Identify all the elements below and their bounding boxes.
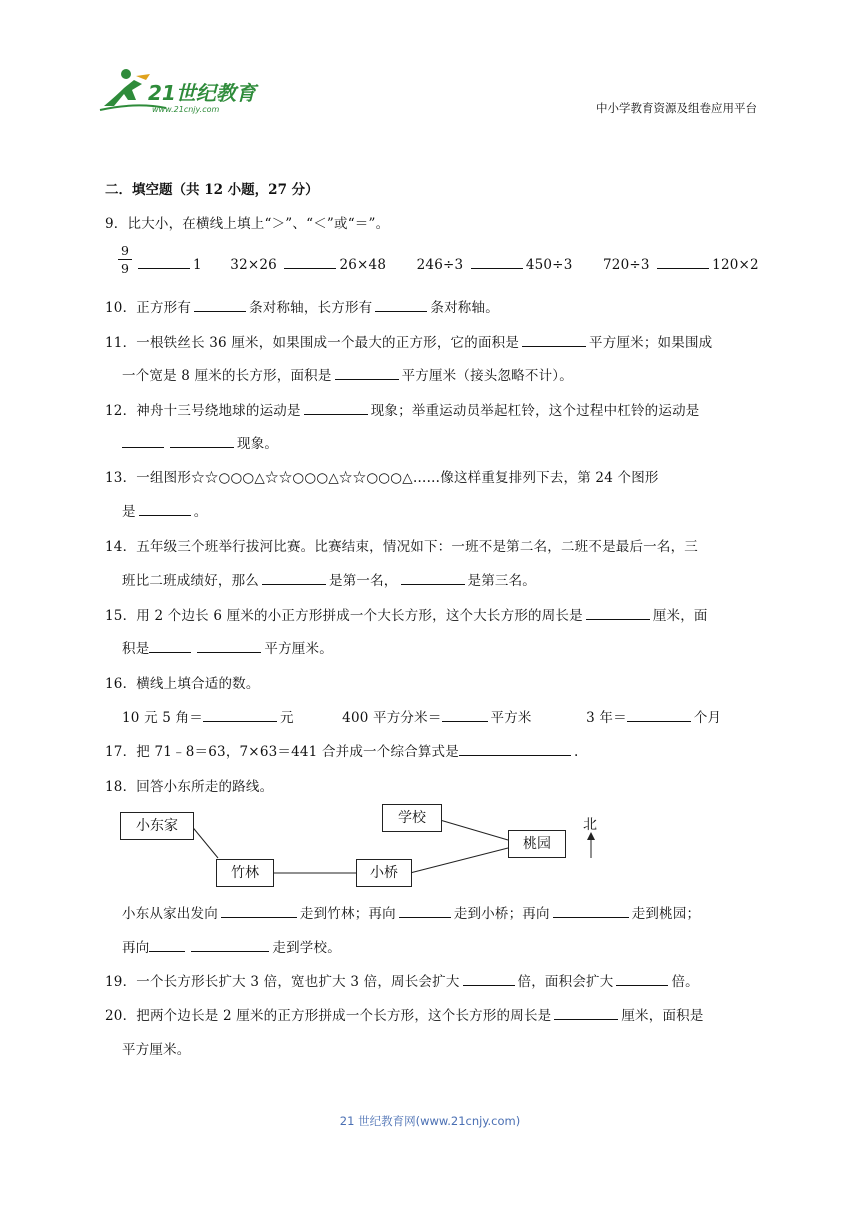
blank[interactable] (284, 256, 336, 269)
blank[interactable] (221, 905, 297, 918)
route-map (110, 798, 630, 893)
blank[interactable] (149, 939, 185, 952)
blank[interactable] (554, 1007, 618, 1020)
blank[interactable] (138, 256, 190, 269)
blank[interactable] (139, 503, 191, 516)
q11-line2: 一个宽是 8 厘米的长方形，面积是 平方厘米（接头忽略不计）。 (122, 368, 573, 384)
blank[interactable] (375, 299, 427, 312)
blank[interactable] (616, 973, 668, 986)
q10: 10．正方形有 条对称轴，长方形有 条对称轴。 (105, 300, 499, 316)
blank[interactable] (170, 435, 234, 448)
q20-line1: 20．把两个边长是 2 厘米的正方形拼成一个长方形，这个长方形的周长是 厘米，面积是 (105, 1008, 704, 1024)
q11-line1: 11．一根铁丝长 36 厘米，如果围成一个最大的正方形，它的面积是 平方厘米；如果围成 (105, 335, 713, 351)
platform-name: 中小学教育资源及组卷应用平台 (596, 101, 757, 115)
map-node-orchard: 桃园 (508, 830, 566, 858)
map-node-bridge: 小桥 (356, 859, 412, 887)
blank[interactable] (399, 905, 451, 918)
map-node-bamboo: 竹林 (216, 859, 274, 887)
blank[interactable] (203, 709, 277, 722)
path-bridge-orchard (410, 848, 508, 873)
q15-line2: 积是 平方厘米。 (122, 641, 333, 657)
blank[interactable] (463, 973, 515, 986)
q12-line2: 现象。 (122, 432, 278, 452)
blank[interactable] (627, 709, 691, 722)
blank[interactable] (262, 572, 326, 585)
q17: 17．把 71﹣8＝63，7×63＝441 合并成一个综合算式是 . (105, 744, 579, 760)
blank[interactable] (122, 435, 164, 448)
map-node-school: 学校 (382, 804, 442, 832)
map-node-home: 小东家 (120, 812, 194, 840)
blank[interactable] (149, 640, 191, 653)
path-home-bamboo (190, 824, 218, 858)
blank[interactable] (657, 256, 709, 269)
q16-prompt: 16．横线上填合适的数。 (105, 676, 260, 692)
blank[interactable] (197, 640, 261, 653)
footer-link[interactable]: 21 世纪教育网(www.21cnjy.com) (339, 1114, 521, 1128)
blank[interactable] (335, 367, 399, 380)
blank[interactable] (471, 256, 523, 269)
blank[interactable] (522, 334, 586, 347)
logo-text: 21世纪教育 (148, 81, 256, 105)
q9-fraction: 9 9 (118, 243, 132, 276)
blank[interactable] (194, 299, 246, 312)
q13-line1: 13．一组图形☆☆○○○△☆☆○○○△☆☆○○○△……像这样重复排列下去，第 24 个图形 (105, 470, 659, 486)
q18-line2: 再向 走到学校。 (122, 940, 341, 956)
q9-row: 1 32×26 26×48 246÷3 450÷3 720÷3 120×2 (135, 256, 759, 273)
path-school-orchard (440, 820, 508, 840)
logo-url: www.21cnjy.com (152, 105, 220, 114)
q9-prompt: 9．比大小，在横线上填上“＞”、“＜”或“＝”。 (105, 216, 390, 232)
q13-line2: 是 。 (122, 504, 208, 520)
blank[interactable] (401, 572, 465, 585)
q14-line2: 班比二班成绩好，那么 是第一名， 是第三名。 (122, 573, 536, 589)
q14-line1: 14．五年级三个班举行拔河比赛。比赛结束，情况如下：一班不是第二名，二班不是最后一名，三 (105, 539, 698, 555)
q15-line1: 15．用 2 个边长 6 厘米的小正方形拼成一个大长方形，这个大长方形的周长是 厘米，面 (105, 608, 708, 624)
blank[interactable] (553, 905, 629, 918)
q20-line2: 平方厘米。 (122, 1042, 191, 1058)
q16-row: 10 元 5 角＝ 元 400 平方分米＝ 平方米 3 年＝ 个月 (122, 710, 722, 726)
q19: 19．一个长方形长扩大 3 倍，宽也扩大 3 倍，周长会扩大 倍，面积会扩大 倍。 (105, 974, 699, 990)
q18-prompt: 18．回答小东所走的路线。 (105, 779, 274, 795)
blank[interactable] (304, 402, 368, 415)
blank[interactable] (586, 607, 650, 620)
blank[interactable] (442, 709, 488, 722)
q18-line1: 小东从家出发向 走到竹林；再向 走到小桥；再向 走到桃园； (122, 906, 701, 922)
north-label: 北 (583, 817, 597, 833)
blank[interactable] (459, 743, 571, 756)
site-logo (96, 66, 266, 114)
q12-line1: 12．神舟十三号绕地球的运动是 现象；举重运动员举起杠铃，这个过程中杠铃的运动是 (105, 403, 700, 419)
blank[interactable] (191, 939, 269, 952)
section-title: 二．填空题（共 12 小题，27 分） (105, 182, 319, 198)
